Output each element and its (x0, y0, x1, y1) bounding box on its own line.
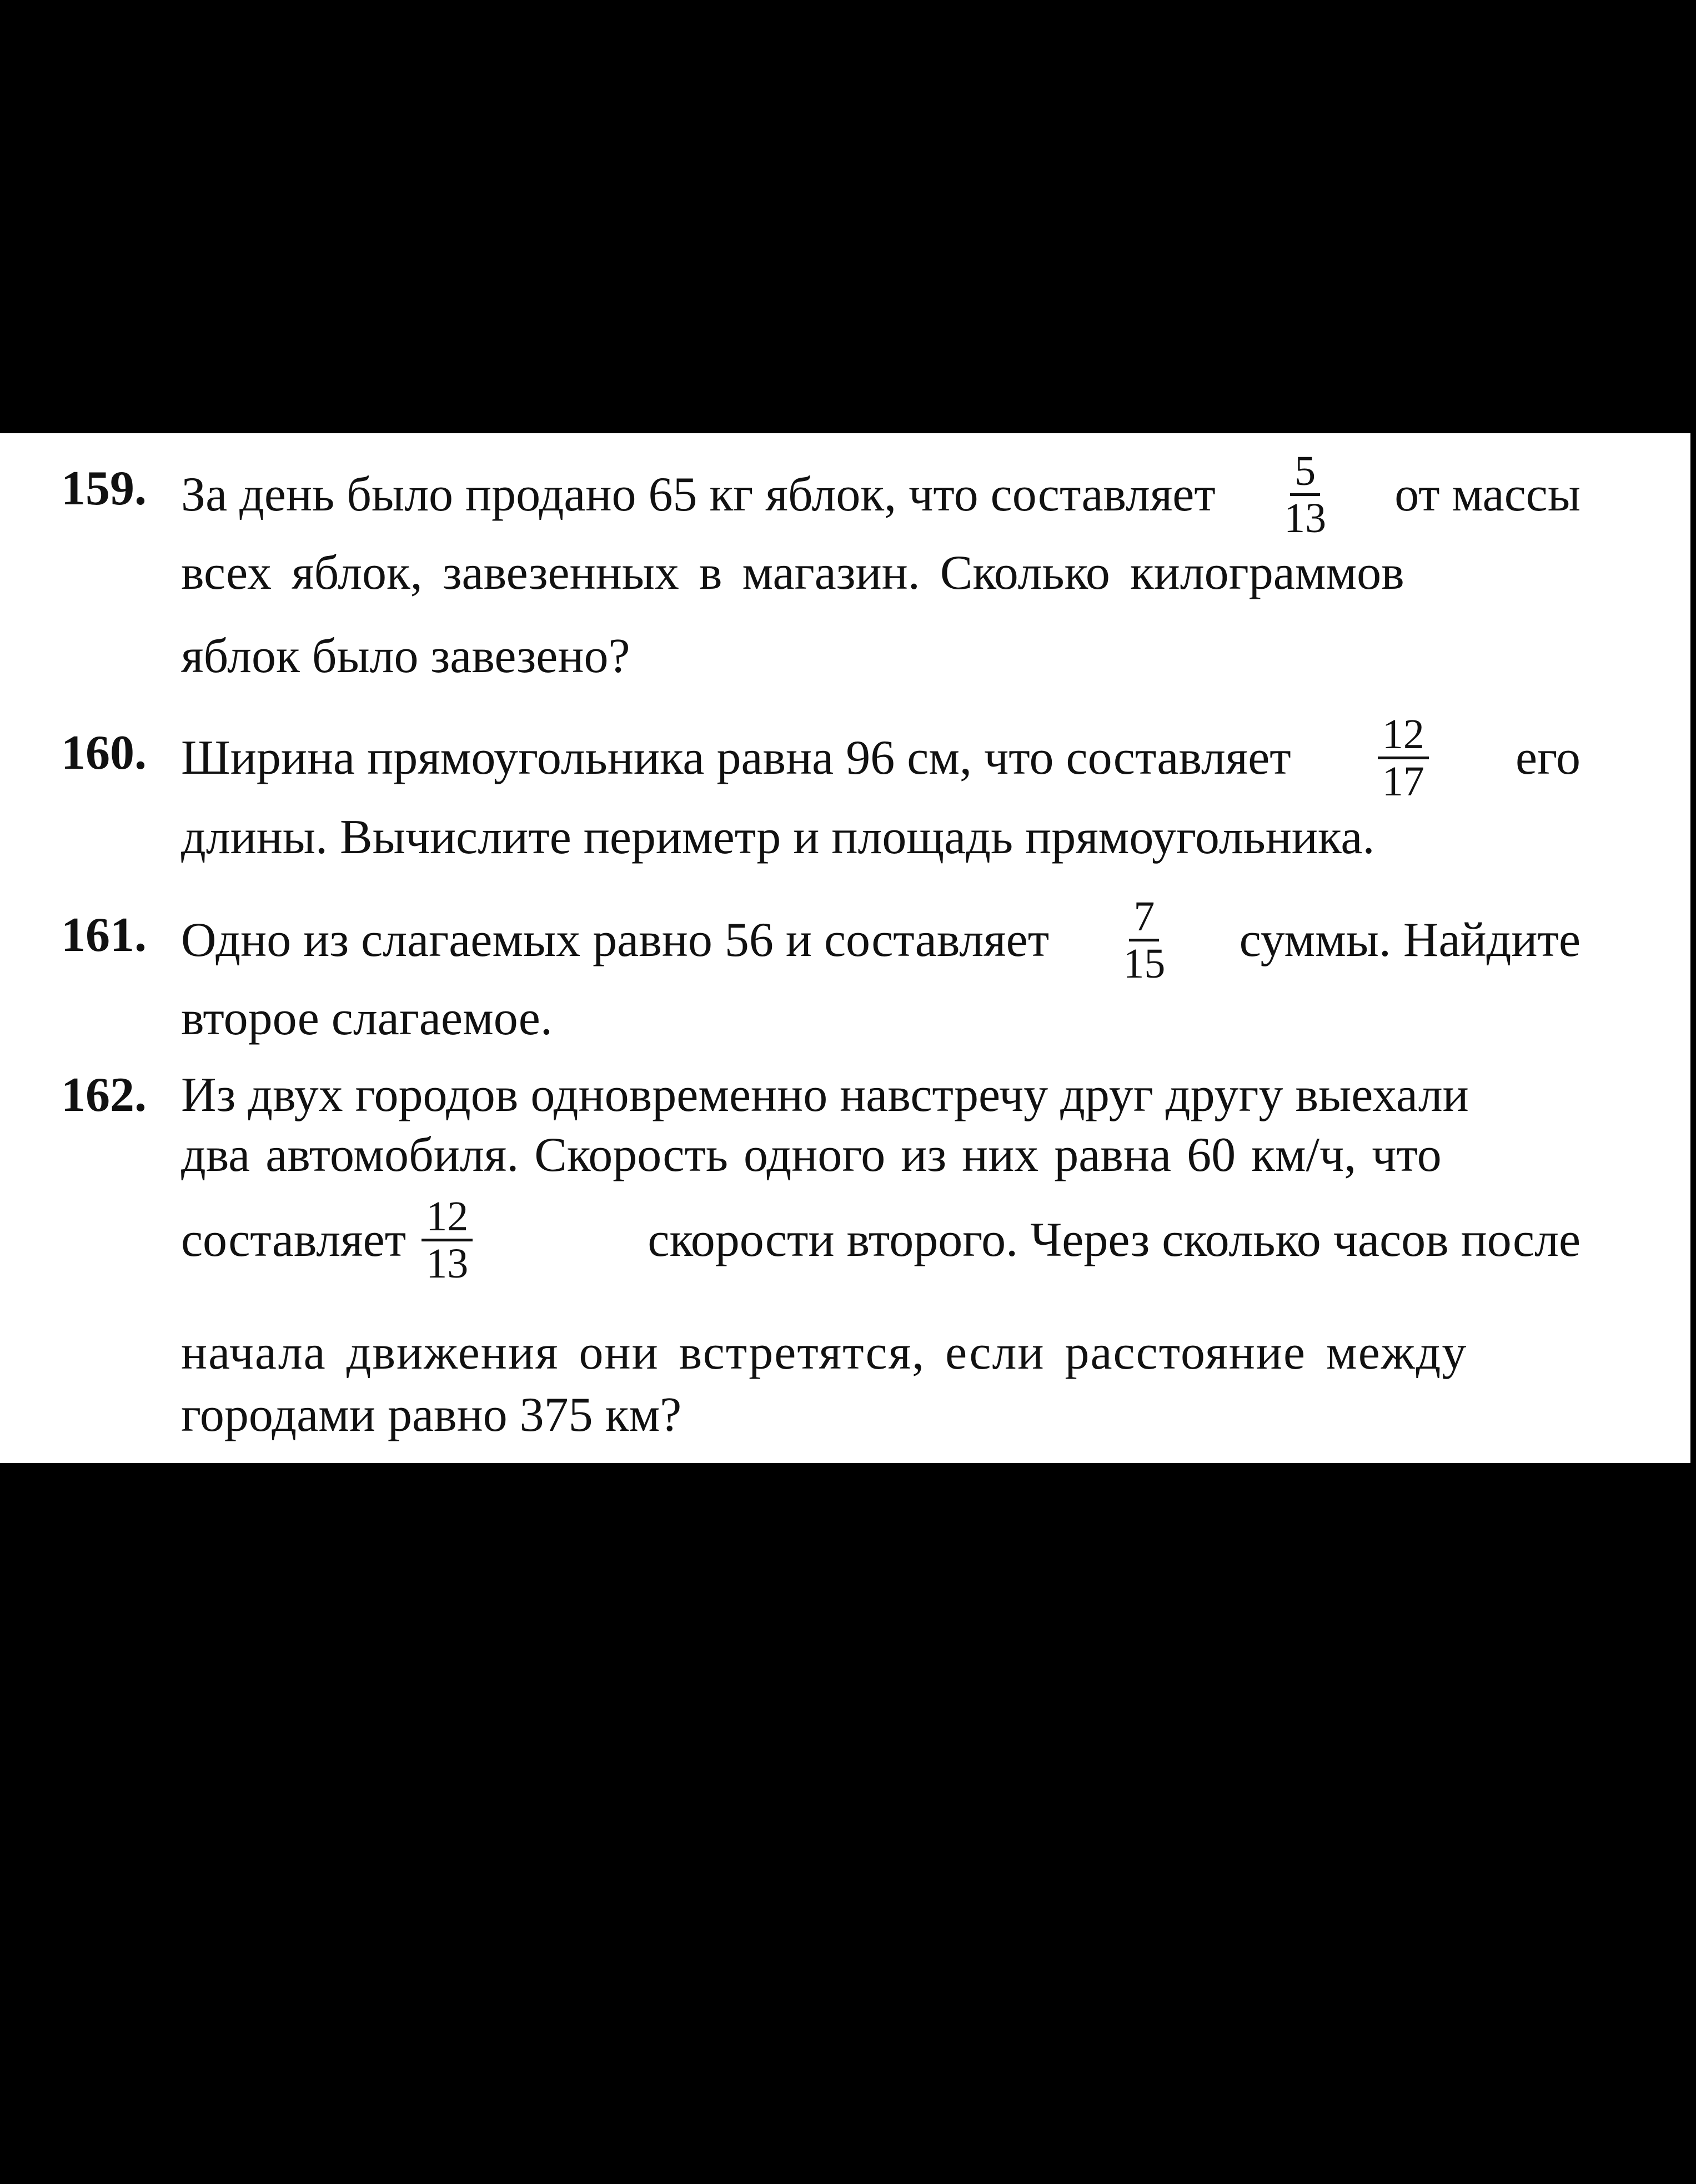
line-text: Ширина прямоугольника равна 96 см, что составляет (181, 730, 1291, 785)
problem-line (181, 448, 1580, 542)
problem-line: яблок было завезено? (181, 629, 630, 683)
problem-line (181, 895, 1580, 985)
problem-line (181, 1195, 1580, 1285)
fraction-denominator: 17 (1382, 758, 1424, 805)
line-text: его (1516, 730, 1580, 785)
problem-line: всех яблок, завезенных в магазин. Сколько килограммов (181, 546, 1404, 600)
problem-line: два автомобиля. Скорость одного из них равна 60 км/ч, что (181, 1128, 1442, 1182)
fraction-denominator: 13 (426, 1240, 469, 1287)
problem-line: длины. Вычислите периметр и площадь прямоугольника. (181, 810, 1375, 864)
fraction (1279, 448, 1331, 542)
fraction (1378, 713, 1429, 803)
problem-number: 160. (61, 726, 147, 780)
problem-number: 162. (61, 1068, 147, 1122)
problem-line: начала движения они встретятся, если расстояние между (181, 1326, 1468, 1380)
problem-line (181, 713, 1580, 803)
fraction-numerator: 12 (1378, 713, 1429, 759)
fraction (422, 1195, 473, 1285)
fraction-denominator: 15 (1123, 940, 1166, 987)
problem-number: 159. (61, 462, 147, 515)
fraction (1118, 895, 1170, 985)
problem-line: второе слагаемое. (181, 991, 553, 1045)
fraction-numerator: 12 (422, 1195, 473, 1241)
line-text: от массы (1394, 467, 1580, 522)
fraction-numerator: 7 (1129, 895, 1159, 941)
problem-line: городами равно 375 км? (181, 1388, 682, 1442)
textbook-page (0, 433, 1690, 1463)
line-text: суммы. Найдите (1239, 913, 1580, 967)
problem-line: Из двух городов одновременно навстречу друг другу выехали (181, 1068, 1469, 1122)
line-text: составляет (181, 1213, 407, 1267)
fraction-numerator: 5 (1290, 450, 1320, 496)
line-text: За день было продано 65 кг яблок, что составляет (181, 467, 1216, 522)
fraction-denominator: 13 (1284, 495, 1327, 542)
line-text: скорости второго. Через сколько часов после (648, 1213, 1580, 1267)
problem-number: 161. (61, 908, 147, 962)
line-text: Одно из слагаемых равно 56 и составляет (181, 913, 1050, 967)
